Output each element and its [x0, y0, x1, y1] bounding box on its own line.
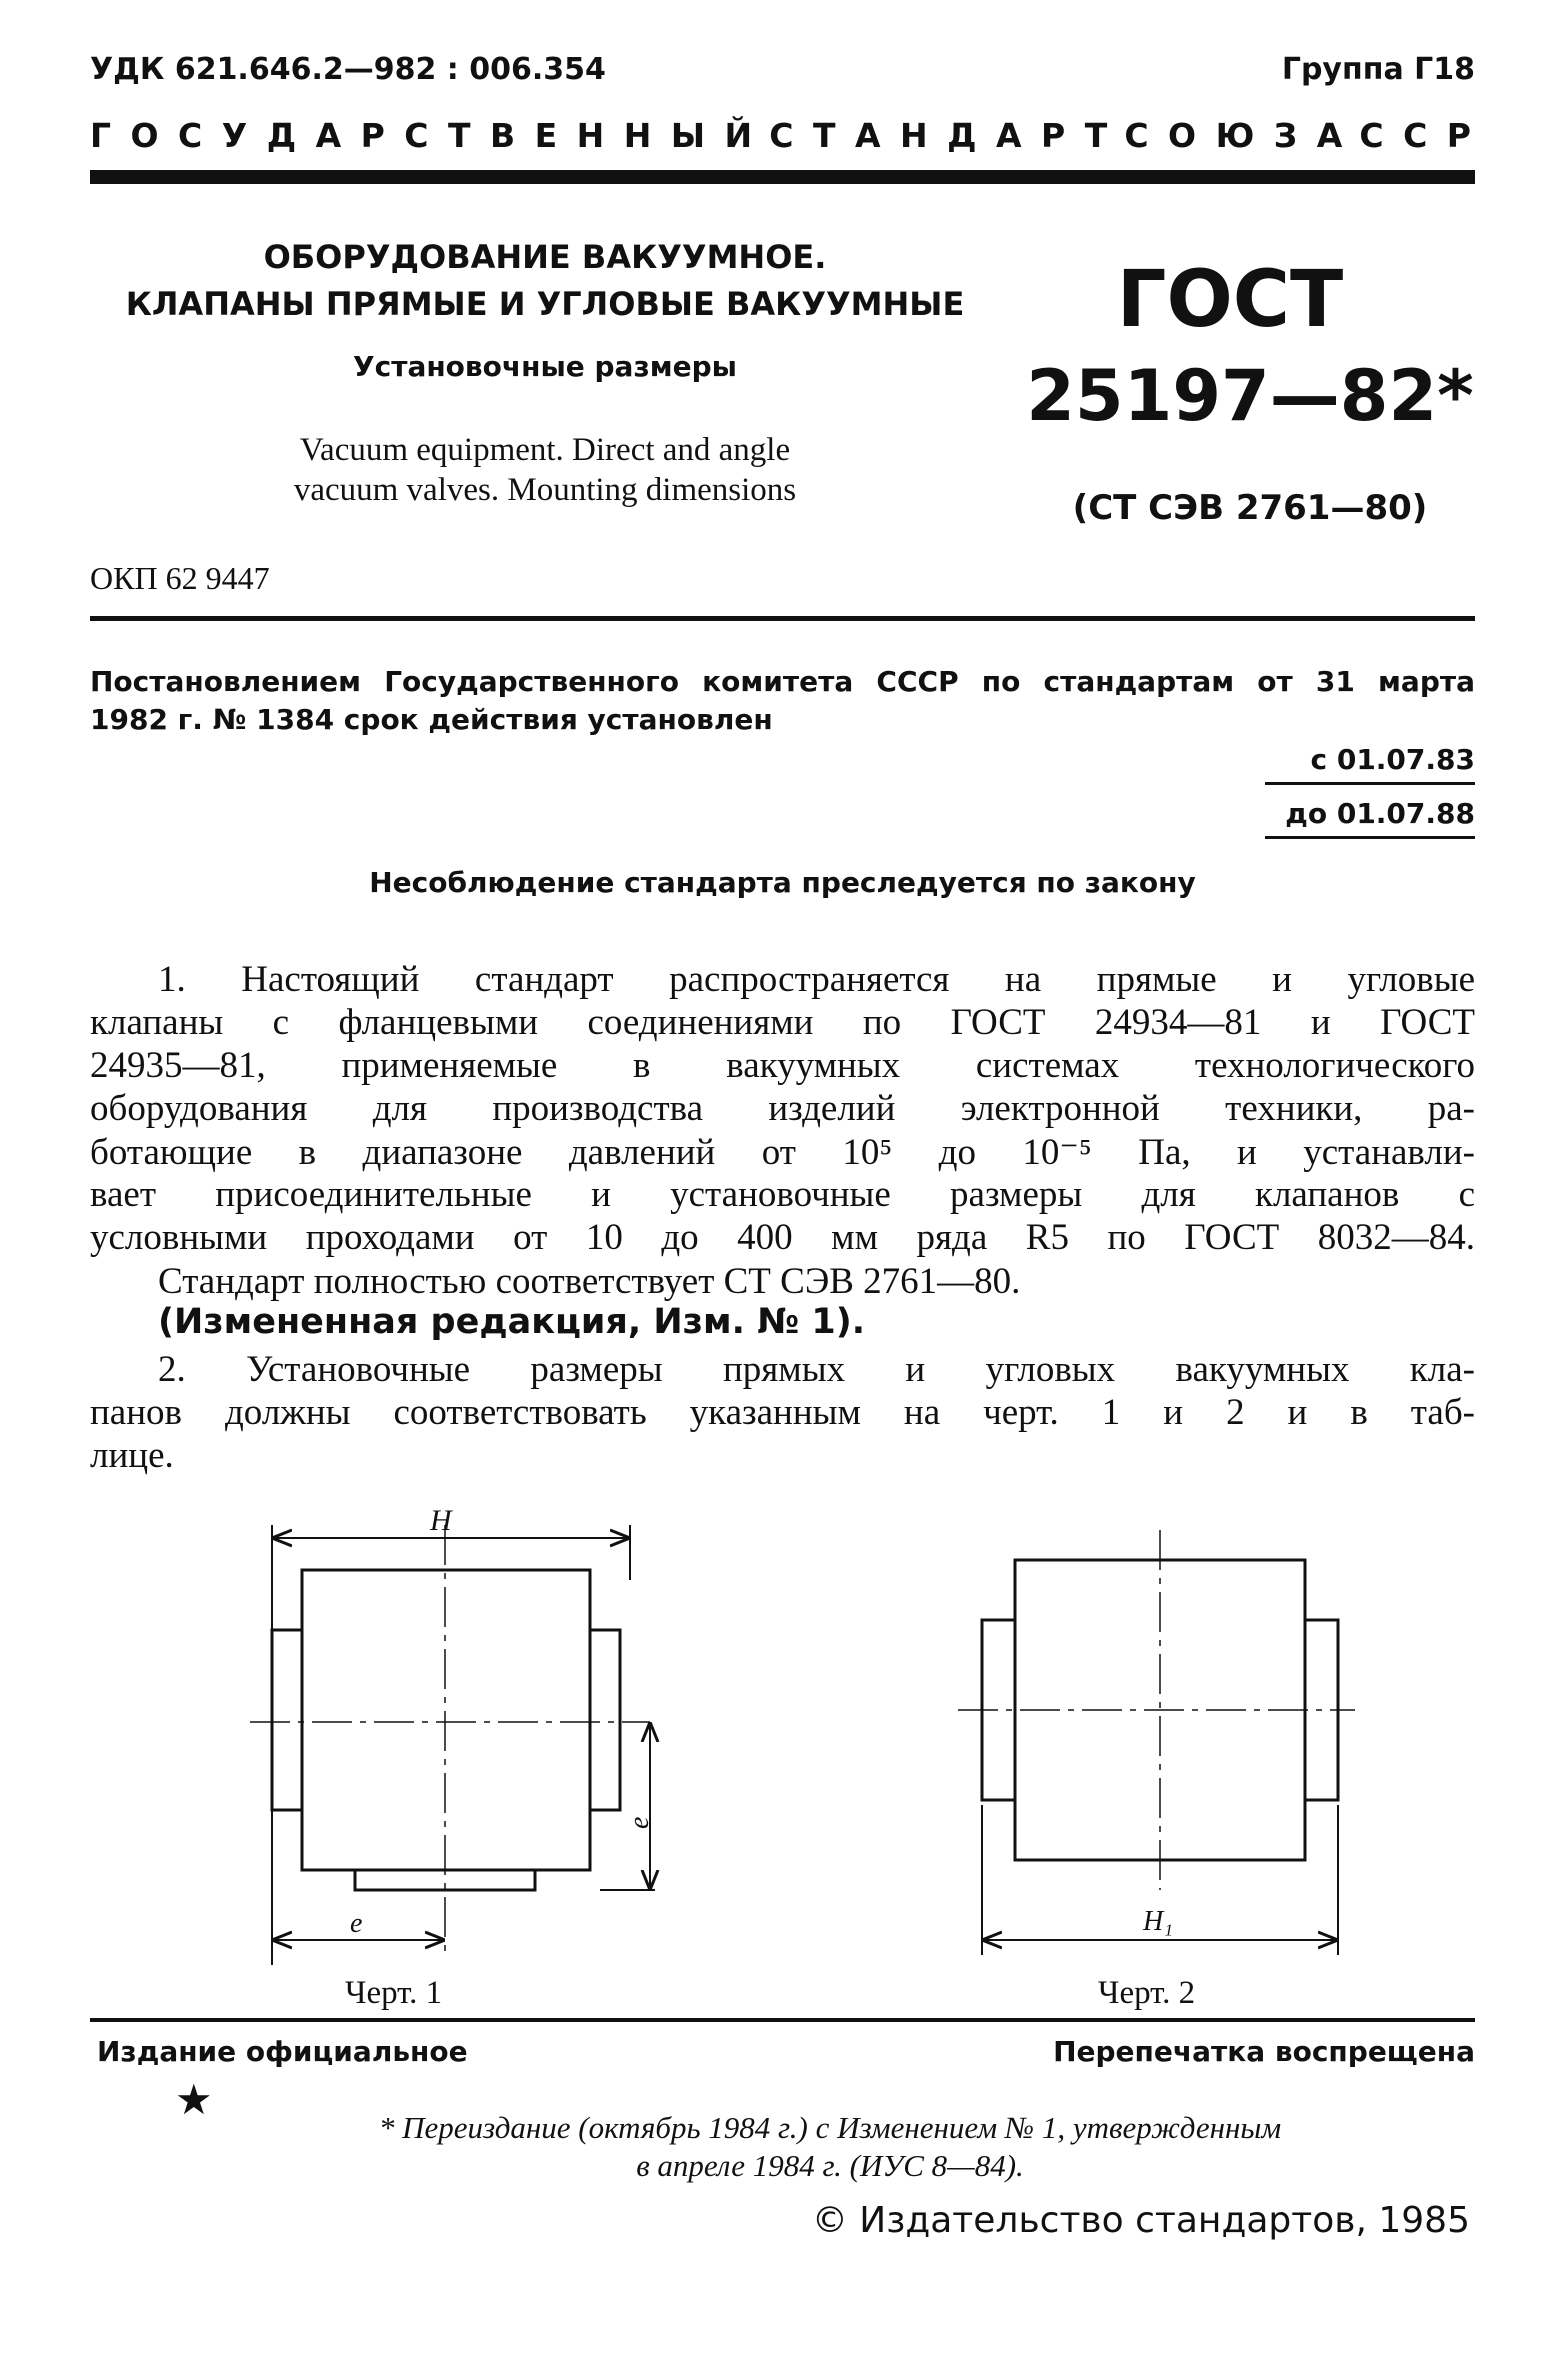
- paragraph-1-line: 24935—81, применяемые в вакуумных системах технологического: [90, 1045, 1475, 1086]
- valid-from-underline: [1265, 782, 1475, 785]
- paragraph-1-line: ботающие в диапазоне давлений от 10⁵ до 10⁻⁵ Па, и устанавли-: [90, 1132, 1475, 1173]
- banner-word: Г О С У Д А Р С Т В Е Н Н Ы Й: [90, 116, 757, 155]
- decree-line-2: 1982 г. № 1384 срок действия установлен: [90, 703, 773, 736]
- dimension-label-h: H: [430, 1504, 452, 1537]
- english-title-line-2: vacuum valves. Mounting dimensions: [293, 472, 797, 508]
- banner-word: С С Р: [1359, 116, 1475, 155]
- drawing-1-caption: Черт. 1: [345, 1975, 443, 2011]
- copyright: © Издательство стандартов, 1985: [811, 2200, 1470, 2241]
- paragraph-1-line: клапаны с фланцевыми соединениями по ГОСТ 24934—81 и ГОСТ: [90, 1002, 1475, 1043]
- valid-from: с 01.07.83: [1310, 743, 1475, 776]
- dimension-label-e-horizontal: e: [350, 1908, 363, 1939]
- drawing-1-straight-valve: [250, 1500, 670, 1970]
- subtitle: Установочные размеры: [353, 350, 737, 383]
- valid-to-underline: [1265, 836, 1475, 839]
- banner-word: С О Ю З А: [1124, 116, 1347, 155]
- section-divider: [90, 616, 1475, 621]
- title-line-2: КЛАПАНЫ ПРЯМЫЕ И УГЛОВЫЕ ВАКУУМНЫЕ: [125, 285, 965, 323]
- paragraph-1-line: 1. Настоящий стандарт распространяется на прямые и угловые: [158, 959, 1475, 1000]
- decree-line-1: Постановлением Государственного комитета СССР по стандартам от 31 марта: [90, 665, 1475, 698]
- paragraph-2-line: 2. Установочные размеры прямых и угловых вакуумных кла-: [158, 1349, 1475, 1390]
- paragraph-2-line: панов должны соответствовать указанным на черт. 1 и 2 и в таб-: [90, 1392, 1475, 1433]
- title-line-1: ОБОРУДОВАНИЕ ВАКУУМНОЕ.: [263, 238, 827, 276]
- drawing-2-angle-valve: [955, 1520, 1355, 1960]
- group-code: Группа Г18: [1281, 52, 1475, 87]
- dimension-label-h1: H₁: [1143, 1906, 1173, 1937]
- dimension-label-e-vertical: e: [624, 1816, 655, 1829]
- reissue-note-line-1: * Переиздание (октябрь 1984 г.) с Изменением № 1, утвержденным: [378, 2110, 1282, 2145]
- udk-code: УДК 621.646.2—982 : 006.354: [90, 52, 606, 87]
- valid-to: до 01.07.88: [1285, 797, 1475, 830]
- state-standard-banner: [90, 116, 1475, 155]
- paragraph-1-line: Стандарт полностью соответствует СТ СЭВ 2761—80.: [158, 1261, 1021, 1302]
- reissue-note-line-2: в апреле 1984 г. (ИУС 8—84).: [636, 2148, 1024, 2183]
- english-title-line-1: Vacuum equipment. Direct and angle: [299, 432, 791, 468]
- header-divider: [90, 170, 1475, 184]
- paragraph-2-line: лице.: [90, 1435, 174, 1476]
- gost-label: ГОСТ: [1116, 255, 1344, 345]
- okp-code: ОКП 62 9447: [90, 560, 270, 596]
- star-icon: ★: [175, 2078, 213, 2124]
- legal-notice: Несоблюдение стандарта преследуется по закону: [369, 866, 1196, 899]
- paragraph-1-line: условными проходами от 10 до 400 мм ряда R5 по ГОСТ 8032—84.: [90, 1217, 1475, 1258]
- footer-divider: [90, 2018, 1475, 2022]
- official-edition: Издание официальное: [97, 2035, 468, 2068]
- cmea-reference: (СТ СЭВ 2761—80): [1072, 488, 1428, 528]
- paragraph-1-line: оборудования для производства изделий электронной техники, ра-: [90, 1088, 1475, 1129]
- amendment-note: (Измененная редакция, Изм. № 1).: [158, 1302, 866, 1342]
- drawing-2-caption: Черт. 2: [1098, 1975, 1196, 2011]
- gost-number: 25197—82*: [1026, 355, 1474, 437]
- paragraph-1-line: вает присоединительные и установочные размеры для клапанов с: [90, 1174, 1475, 1215]
- banner-word: С Т А Н Д А Р Т: [769, 116, 1112, 155]
- reprint-prohibited: Перепечатка воспрещена: [1053, 2035, 1475, 2068]
